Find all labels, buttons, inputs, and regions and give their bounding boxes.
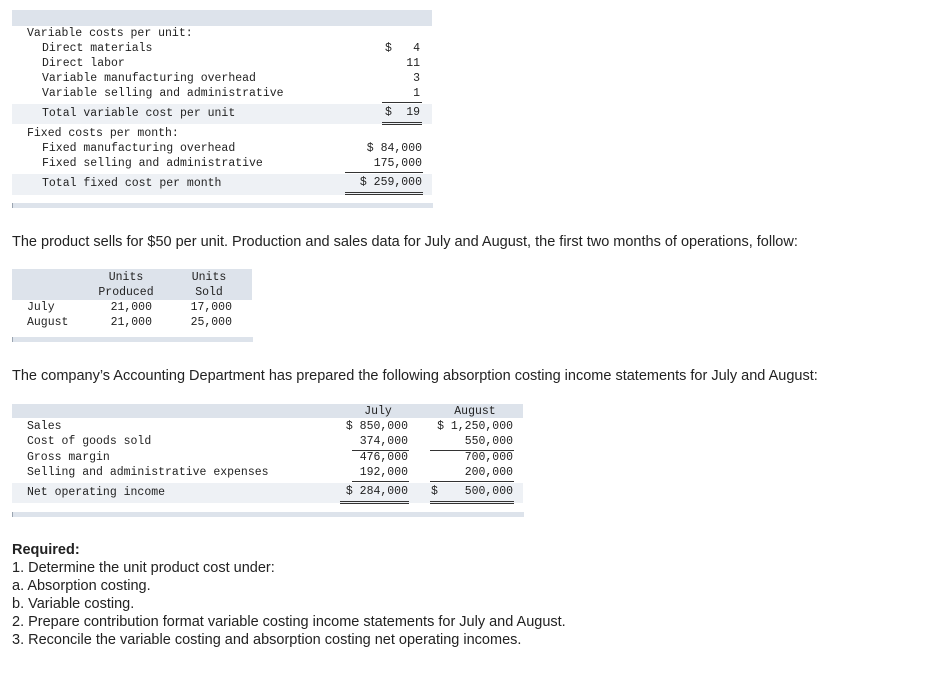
income-row-label: Gross margin <box>27 451 110 464</box>
july-value: $ 850,000 <box>345 420 408 433</box>
fixed-costs-header: Fixed costs per month: <box>27 127 179 140</box>
subtotal-rule <box>345 172 423 173</box>
currency-symbol: $ <box>385 106 392 119</box>
fixed-row-value: 175,000 <box>373 157 422 170</box>
variable-row-label: Variable manufacturing overhead <box>42 72 256 85</box>
total-fixed-value: $ 259,000 <box>359 176 422 189</box>
july-column-header: July <box>364 405 392 418</box>
accounting-paragraph: The company’s Accounting Department has prepared the following absorption costing income statements for July and August: <box>12 368 818 384</box>
net-income-label: Net operating income <box>27 486 166 499</box>
august-column-header: August <box>454 405 496 418</box>
total-rule <box>430 503 514 504</box>
total-rule <box>340 503 409 504</box>
produced-value: 21,000 <box>110 316 152 329</box>
variable-costs-header: Variable costs per unit: <box>27 27 193 40</box>
net-income-july: $ 284,000 <box>345 485 408 498</box>
total-rule <box>430 501 514 502</box>
july-value: 476,000 <box>359 451 408 464</box>
fixed-row-label: Fixed selling and administrative <box>42 157 263 170</box>
august-value: $ 1,250,000 <box>437 420 513 433</box>
total-variable-value: 19 <box>406 106 420 119</box>
july-value: 192,000 <box>359 466 408 479</box>
month-label: August <box>27 316 69 329</box>
variable-row-value: 4 <box>413 42 420 55</box>
august-value: 700,000 <box>464 451 513 464</box>
produced-header: Produced <box>98 286 154 299</box>
sold-value: 25,000 <box>190 316 232 329</box>
income-row-label: Cost of goods sold <box>27 435 152 448</box>
currency-symbol: $ <box>431 485 438 498</box>
variable-row-label: Direct labor <box>42 57 125 70</box>
table-bottom-border <box>12 203 433 208</box>
subtotal-rule <box>352 481 409 482</box>
fixed-row-value: $ 84,000 <box>366 142 422 155</box>
total-rule <box>345 192 423 193</box>
fixed-row-label: Fixed manufacturing overhead <box>42 142 236 155</box>
total-rule <box>345 194 423 195</box>
variable-row-value: 11 <box>406 57 420 70</box>
july-value: 374,000 <box>359 435 408 448</box>
variable-row-label: Variable selling and administrative <box>42 87 284 100</box>
variable-row-label: Direct materials <box>42 42 153 55</box>
required-line: 2. Prepare contribution format variable costing income statements for July and August. <box>12 614 566 630</box>
variable-row-value: 1 <box>413 87 420 100</box>
required-line: 3. Reconcile the variable costing and absorption costing net operating incomes. <box>12 632 522 648</box>
sold-header: Units <box>191 271 227 284</box>
produced-value: 21,000 <box>110 301 152 314</box>
intro-paragraph: The product sells for $50 per unit. Production and sales data for July and August, the first two months of operations, follow: <box>12 234 798 250</box>
total-variable-label: Total variable cost per unit <box>42 107 236 120</box>
required-line: b. Variable costing. <box>12 596 135 612</box>
sold-value: 17,000 <box>190 301 232 314</box>
total-rule <box>382 122 422 123</box>
august-value: 550,000 <box>464 435 513 448</box>
required-line: 1. Determine the unit product cost under: <box>12 560 275 576</box>
total-rule <box>340 501 409 502</box>
variable-row-value: 3 <box>413 72 420 85</box>
produced-header: Units <box>108 271 144 284</box>
month-label: July <box>27 301 55 314</box>
required-line: a. Absorption costing. <box>12 578 151 594</box>
total-rule <box>382 124 422 125</box>
income-row-label: Sales <box>27 420 62 433</box>
required-title: Required: <box>12 542 80 558</box>
subtotal-rule <box>430 481 514 482</box>
sold-header: Sold <box>195 286 223 299</box>
subtotal-rule <box>382 102 422 103</box>
income-row-label: Selling and administrative expenses <box>27 466 269 479</box>
currency-symbol: $ <box>385 42 392 55</box>
total-fixed-label: Total fixed cost per month <box>42 177 222 190</box>
table-bottom-border <box>12 337 253 342</box>
august-value: 200,000 <box>464 466 513 479</box>
table-bottom-border <box>12 512 524 517</box>
net-income-august: 500,000 <box>464 485 513 498</box>
